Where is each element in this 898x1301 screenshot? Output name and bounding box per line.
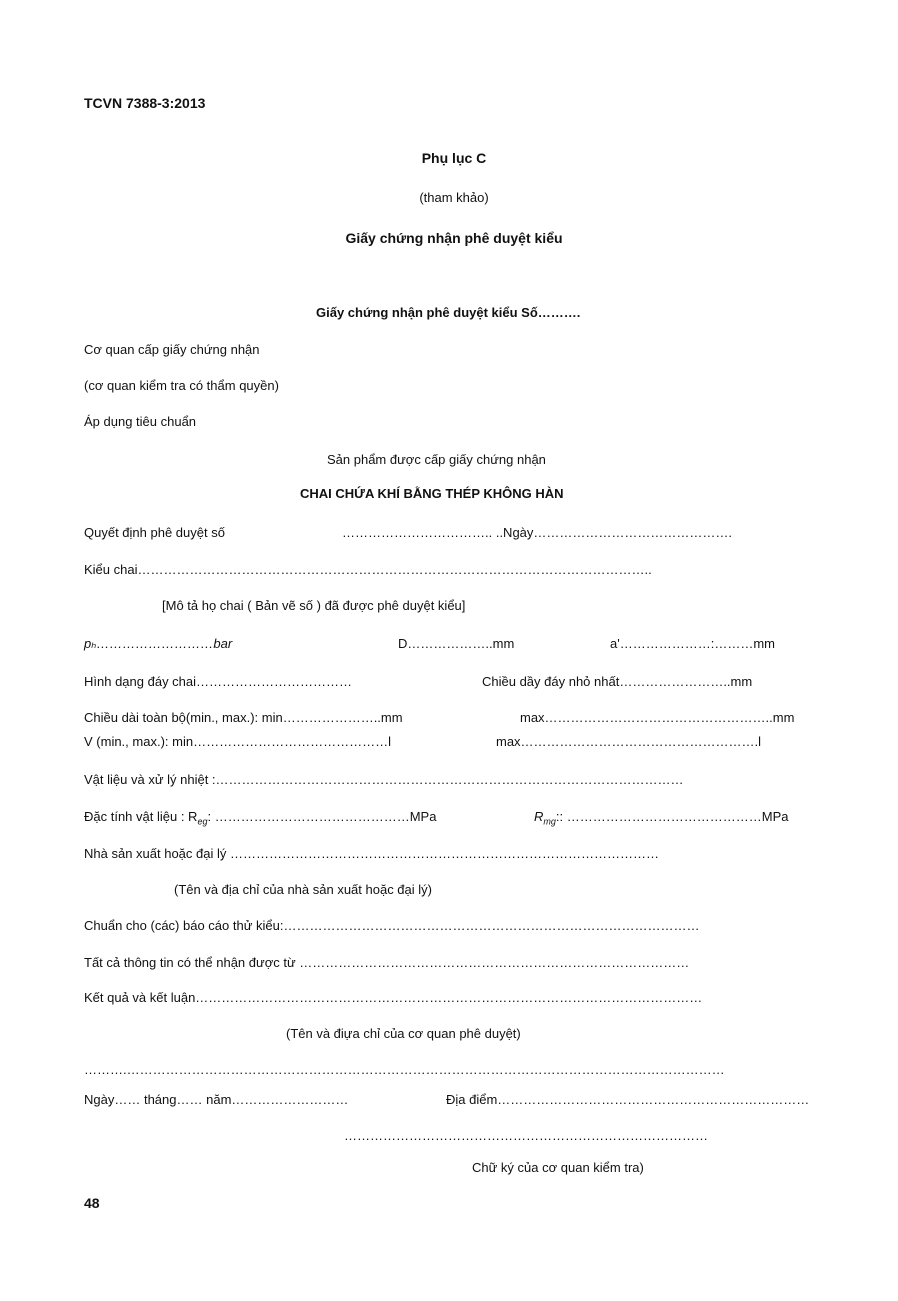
standard-applied-label: Áp dụng tiêu chuẩn — [84, 414, 197, 429]
volume-min-field: V (min., max.): min………………………………………l — [84, 734, 391, 749]
product-heading: Sản phẩm được cấp giấy chứng nhận — [327, 452, 546, 467]
blank-line: ……….………………………………………………………………………………………………………………………… — [84, 1062, 725, 1077]
results-field: Kết quả và kết luận……………………………………………………………………………………………………… — [84, 990, 703, 1005]
place-line: Địa điểm……………………………………………………………… — [446, 1092, 810, 1107]
cylinder-type-field: Kiểu chai……………………………………………………………………………………………………….. — [84, 562, 652, 577]
issuer-note: (cơ quan kiểm tra có thẩm quyền) — [84, 378, 279, 393]
rmg-label: R — [534, 809, 544, 824]
manufacturer-note: (Tên và địa chỉ của nhà sản xuất hoặc đại lý) — [174, 882, 432, 897]
manufacturer-field: Nhà sản xuất hoặc đại lý ……………………………………………………………………………………… — [84, 846, 659, 861]
length-min-field: Chiều dài toàn bộ(min., max.): min…………………..mm — [84, 710, 403, 725]
standard-code: TCVN 7388-3:2013 — [84, 95, 206, 111]
decision-label: Quyết định phê duyệt số — [84, 525, 225, 540]
d-field: D………………..mm — [398, 636, 515, 651]
material-props-field — [84, 809, 436, 830]
family-description: [Mô tả họ chai ( Bản vẽ số ) đã được phê duyệt kiểu] — [162, 598, 466, 613]
issuer-label: Cơ quan cấp giấy chứng nhận — [84, 342, 260, 357]
length-max-field: max……………………………………………..mm — [520, 710, 795, 725]
material-treatment-field: Vật liệu và xử lý nhiệt :……………………………………………………………………………………………… — [84, 772, 684, 787]
rmg-dots: :: ………………………………………MPa — [555, 809, 789, 824]
rmg-field — [534, 809, 788, 830]
material-props-label: Đặc tính vật liệu : R — [84, 809, 198, 824]
cert-number: Giấy chứng nhận phê duyệt kiểu Số………. — [316, 305, 581, 320]
annex-subject: Giấy chứng nhận phê duyệt kiểu — [345, 230, 563, 246]
a-field: a'…………………:………mm — [610, 636, 775, 651]
date-line: Ngày…… tháng…… năm……………………… — [84, 1092, 349, 1107]
product-name: CHAI CHỨA KHÍ BẰNG THÉP KHÔNG HÀN — [300, 486, 564, 501]
approval-body-note: (Tên và điựa chỉ của cơ quan phê duyệt) — [286, 1026, 521, 1041]
signature-note: Chữ ký của cơ quan kiểm tra) — [472, 1160, 644, 1175]
min-bottom-thickness-field: Chiều dầy đáy nhỏ nhất……………………..mm — [482, 674, 753, 689]
annex-title: Phụ lục C — [421, 150, 487, 166]
bottom-shape-field: Hình dạng đáy chai……………………………… — [84, 674, 353, 689]
test-reports-field: Chuẩn cho (các) báo cáo thử kiểu:…………………………………………………………………………………… — [84, 918, 700, 933]
volume-max-field: max……………………………………………….l — [496, 734, 762, 749]
decision-dots: …………………………….. ..Ngày………………………………………. — [342, 525, 733, 540]
rmg-subscript: mg — [543, 816, 556, 827]
page-number: 48 — [84, 1195, 100, 1211]
signature-dots: ………………………………………………………………………… — [344, 1128, 708, 1143]
info-from-field: Tất cả thông tin có thể nhận được từ ……………………………………………………………………………… — [84, 955, 690, 970]
material-props-subscript: eg — [197, 816, 208, 827]
ph-field: pₕ………………………bar — [84, 636, 233, 651]
material-props-dots: : ………………………………………MPa — [207, 809, 437, 824]
annex-note: (tham khảo) — [419, 190, 489, 205]
